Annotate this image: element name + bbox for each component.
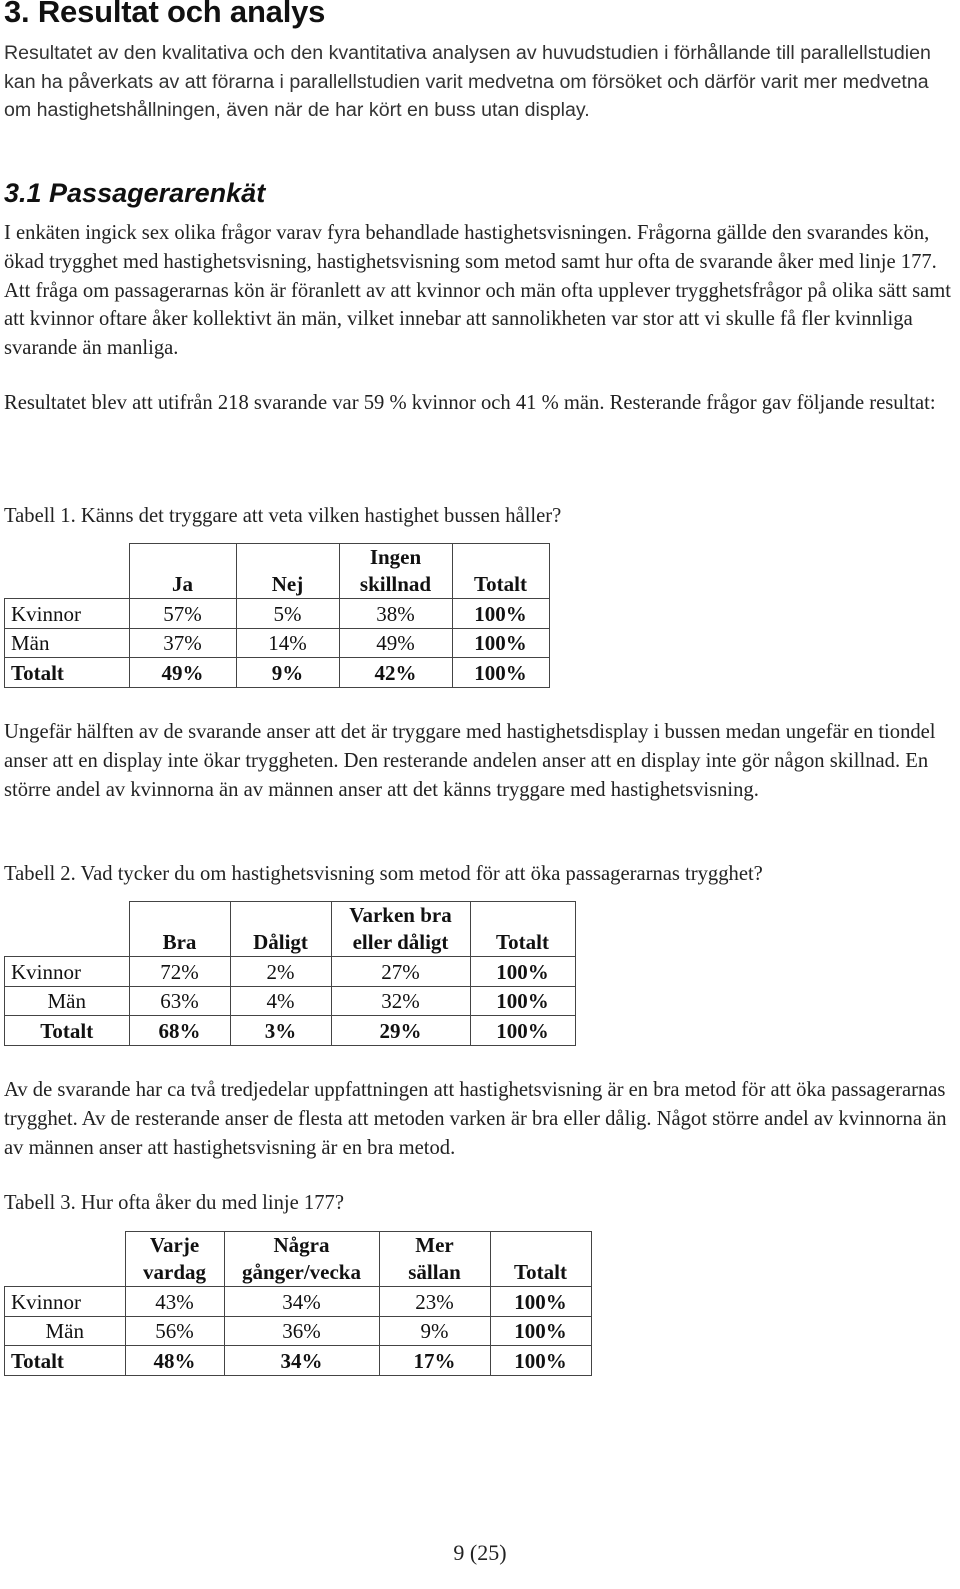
table1-caption: Tabell 1. Känns det tryggare att veta vilken hastighet bussen håller? [4, 505, 562, 527]
table-cell: 100% [452, 599, 549, 629]
table-cell: 42% [339, 658, 452, 688]
row-label: Män [5, 1316, 126, 1346]
table-corner [5, 902, 130, 957]
row-label: Män [5, 628, 130, 658]
column-header: Totalt [452, 544, 549, 599]
table-cell: 4% [230, 986, 331, 1016]
row-label: Kvinnor [5, 599, 130, 629]
table-cell: 49% [339, 628, 452, 658]
table-cell: 14% [236, 628, 339, 658]
table-corner [5, 1232, 126, 1287]
table-cell: 100% [490, 1346, 591, 1376]
table-cell: 63% [129, 986, 230, 1016]
intro-paragraph: Resultatet av den kvalitativa och den kvantitativa analysen av huvudstudien i förhållande till parallellstudien kan ha påverkats av att förarna i parallellstudien varit medvetna om försöket och därför varit mer medvetna om hastighetshållningen, även när de har kört en buss utan display. [4, 42, 931, 121]
column-header: Ingen skillnad [339, 544, 452, 599]
table-cell: 48% [125, 1346, 224, 1376]
table-cell: 56% [125, 1316, 224, 1346]
subsection-heading: 3.1 Passagerarenkät [4, 178, 266, 208]
table-row [5, 1316, 592, 1346]
table2-analysis: Av de svarande har ca två tredjedelar uppfattningen att hastighetsvisning är en bra metod för att öka passagerarnas trygghet. Av de resterande anser de flesta att metoden varken är bra eller dålig. Något större andel av kvinnorna än av männen anser att hastighetsvisning är en bra metod. [4, 1079, 947, 1159]
table-cell: 100% [452, 658, 549, 688]
table-cell: 68% [129, 1016, 230, 1046]
table-cell: 23% [379, 1287, 490, 1317]
table-cell: 9% [379, 1316, 490, 1346]
table-cell: 100% [490, 1316, 591, 1346]
column-header: Mer sällan [379, 1232, 490, 1287]
table-cell: 32% [331, 986, 470, 1016]
table-header-row [5, 1232, 592, 1287]
table-cell: 100% [470, 986, 575, 1016]
table-cell: 100% [470, 1016, 575, 1046]
table3-caption: Tabell 3. Hur ofta åker du med linje 177? [4, 1192, 344, 1214]
table-row [5, 599, 550, 629]
table-cell: 100% [452, 628, 549, 658]
table-1 [4, 543, 550, 688]
table-cell: 100% [470, 957, 575, 987]
table-cell: 17% [379, 1346, 490, 1376]
table-cell: 37% [129, 628, 236, 658]
column-header: Några gånger/vecka [224, 1232, 379, 1287]
table-2 [4, 901, 576, 1046]
table1-analysis: Ungefär hälften av de svarande anser att det är tryggare med hastighetsdisplay i bussen medan ungefär en tiondel anser att en display inte ökar tryggheten. Den resterande andelen anser att en display inte gör någon skillnad. En större andel av kvinnorna än av männen anser att det känns tryggare med hastighetsvisning. [4, 721, 936, 801]
table-cell: 34% [224, 1287, 379, 1317]
page-number: 9 (25) [453, 1540, 507, 1565]
table-corner [5, 544, 130, 599]
table-cell: 29% [331, 1016, 470, 1046]
column-header: Bra [129, 902, 230, 957]
section-heading: 3. Resultat och analys [4, 0, 326, 29]
column-header: Varje vardag [125, 1232, 224, 1287]
table-cell: 27% [331, 957, 470, 987]
table-cell: 3% [230, 1016, 331, 1046]
table-total-row [5, 1346, 592, 1376]
table-cell: 43% [125, 1287, 224, 1317]
column-header: Dåligt [230, 902, 331, 957]
column-header: Totalt [490, 1232, 591, 1287]
column-header: Varken bra eller dåligt [331, 902, 470, 957]
table-total-row [5, 1016, 576, 1046]
result-paragraph: Resultatet blev att utifrån 218 svarande var 59 % kvinnor och 41 % män. Resterande frågor gav följande resultat: [4, 392, 936, 414]
table2-caption: Tabell 2. Vad tycker du om hastighetsvisning som metod för att öka passagerarnas trygghet? [4, 863, 763, 885]
table-cell: 38% [339, 599, 452, 629]
table-cell: 9% [236, 658, 339, 688]
table-cell: 34% [224, 1346, 379, 1376]
table-cell: 2% [230, 957, 331, 987]
column-header: Ja [129, 544, 236, 599]
table-row [5, 986, 576, 1016]
table-header-row [5, 902, 576, 957]
row-label: Kvinnor [5, 957, 130, 987]
table-header-row [5, 544, 550, 599]
table-cell: 72% [129, 957, 230, 987]
survey-paragraph: I enkäten ingick sex olika frågor varav fyra behandlade hastighetsvisningen. Frågorna gällde den svarandes kön, ökad trygghet med hastighetsvisning, hastighetsvisning som metod samt hur ofta de svarande åker med linje 177. Att fråga om passagerarnas kön är föranlett av att kvinnor och män ofta upplever trygghetsfrågor på olika sätt samt att kvinnor oftare åker kollektivt än män, vilket innebar att sannolikheten var stor att vi skulle få fler kvinnliga svarande än manliga. [4, 222, 951, 360]
table-cell: 49% [129, 658, 236, 688]
table-3 [4, 1231, 592, 1376]
table-row [5, 628, 550, 658]
row-label: Totalt [5, 1346, 126, 1376]
table-cell: 36% [224, 1316, 379, 1346]
table-row [5, 957, 576, 987]
row-label: Totalt [5, 658, 130, 688]
table-cell: 5% [236, 599, 339, 629]
row-label: Totalt [5, 1016, 130, 1046]
table-cell: 100% [490, 1287, 591, 1317]
column-header: Totalt [470, 902, 575, 957]
row-label: Män [5, 986, 130, 1016]
table-row [5, 1287, 592, 1317]
table-total-row [5, 658, 550, 688]
row-label: Kvinnor [5, 1287, 126, 1317]
column-header: Nej [236, 544, 339, 599]
table-cell: 57% [129, 599, 236, 629]
